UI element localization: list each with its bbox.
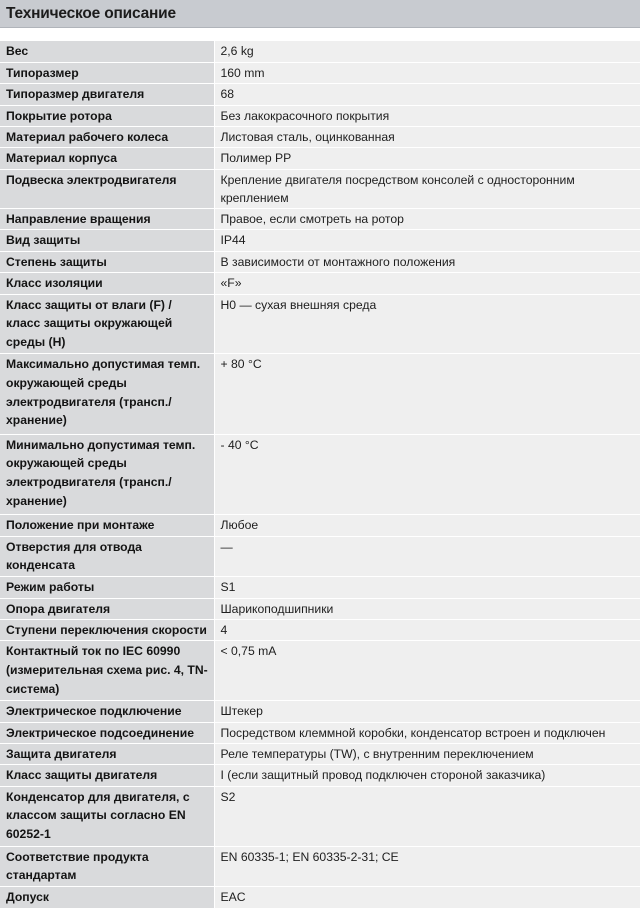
spec-value: Штекер [214, 701, 640, 722]
spec-value: 68 [214, 84, 640, 105]
spec-row-electrical-hookup [0, 722, 640, 743]
section-header [0, 0, 640, 28]
spec-value: Шарикоподшипники [214, 598, 640, 619]
spec-value: Листовая сталь, оцинкованная [214, 127, 640, 148]
spec-row-max-temp [0, 354, 640, 434]
spec-value: Любое [214, 515, 640, 536]
spec-row-electrical-connection [0, 701, 640, 722]
spec-label: Минимально допустимая темп. окружающей среды электродвигателя (трансп./хранение) [0, 434, 214, 514]
spec-value: 2,6 kg [214, 41, 640, 62]
spec-value: Полимер PP [214, 148, 640, 169]
spec-value: EN 60335-1; EN 60335-2-31; CE [214, 846, 640, 887]
spec-row-motor-bearing [0, 598, 640, 619]
spec-row-contact-current [0, 641, 640, 701]
spec-label: Типоразмер двигателя [0, 84, 214, 105]
spec-row-min-temp [0, 434, 640, 514]
spec-row-capacitor [0, 786, 640, 846]
spec-row-impeller-material [0, 127, 640, 148]
spec-value: - 40 °C [214, 434, 640, 514]
spec-label: Отверстия для отвода конденсата [0, 536, 214, 577]
spec-value: + 80 °C [214, 354, 640, 434]
spec-label: Конденсатор для двигателя, с классом защиты согласно EN 60252-1 [0, 786, 214, 846]
spec-label: Контактный ток по IEC 60990 (измерительная схема рис. 4, TN-система) [0, 641, 214, 701]
spec-label: Допуск [0, 887, 214, 908]
spec-label: Соответствие продукта стандартам [0, 846, 214, 887]
spec-label: Класс защиты от влаги (F) / класс защиты окружающей среды (H) [0, 294, 214, 354]
spec-row-mounting-position [0, 515, 640, 536]
section-title: Техническое описание [6, 4, 176, 22]
spec-row-size [0, 62, 640, 83]
spec-row-insulation-class [0, 273, 640, 294]
spec-value: H0 — сухая внешняя среда [214, 294, 640, 354]
spec-row-motor-protection [0, 744, 640, 765]
spec-label: Режим работы [0, 577, 214, 598]
spec-table [0, 41, 640, 909]
spec-label: Защита двигателя [0, 744, 214, 765]
spec-row-protection-type [0, 230, 640, 251]
spec-label: Положение при монтаже [0, 515, 214, 536]
spec-label: Ступени переключения скорости [0, 619, 214, 640]
spec-value: EAC [214, 887, 640, 908]
spec-label: Направление вращения [0, 209, 214, 230]
spec-row-motor-suspension [0, 169, 640, 208]
spec-label: Максимально допустимая темп. окружающей среды электродвигателя (трансп./хранение) [0, 354, 214, 434]
spec-value: 4 [214, 619, 640, 640]
spec-value: I (если защитный провод подключен стороной заказчика) [214, 765, 640, 786]
spec-value: S1 [214, 577, 640, 598]
spec-label: Подвеска электродвигателя [0, 169, 214, 208]
spec-value: — [214, 536, 640, 577]
spec-label: Электрическое подсоединение [0, 722, 214, 743]
spec-value: 160 mm [214, 62, 640, 83]
spec-value: Без лакокрасочного покрытия [214, 105, 640, 126]
spec-row-approval [0, 887, 640, 908]
spec-label: Опора двигателя [0, 598, 214, 619]
spec-value: Правое, если смотреть на ротор [214, 209, 640, 230]
spec-label: Типоразмер [0, 62, 214, 83]
spec-label: Материал рабочего колеса [0, 127, 214, 148]
spec-label: Вид защиты [0, 230, 214, 251]
spec-row-operating-mode [0, 577, 640, 598]
spec-row-humidity-class [0, 294, 640, 354]
spec-value: Посредством клеммной коробки, конденсатор встроен и подключен [214, 722, 640, 743]
spec-row-housing-material [0, 148, 640, 169]
spec-label: Электрическое подключение [0, 701, 214, 722]
spec-row-protection-degree [0, 251, 640, 272]
spec-row-weight [0, 41, 640, 62]
spec-value: «F» [214, 273, 640, 294]
spec-label: Покрытие ротора [0, 105, 214, 126]
spec-value: IP44 [214, 230, 640, 251]
spec-row-motor-protection-class [0, 765, 640, 786]
spec-label: Класс защиты двигателя [0, 765, 214, 786]
spec-value: Крепление двигателя посредством консолей с односторонним креплением [214, 169, 640, 208]
spec-row-rotation-direction [0, 209, 640, 230]
spec-label: Степень защиты [0, 251, 214, 272]
spec-value: < 0,75 mA [214, 641, 640, 701]
spec-value: В зависимости от монтажного положения [214, 251, 640, 272]
spec-label: Вес [0, 41, 214, 62]
spec-row-standards [0, 846, 640, 887]
spec-value: S2 [214, 786, 640, 846]
spec-row-motor-size [0, 84, 640, 105]
spec-row-condensate-holes [0, 536, 640, 577]
spec-row-speed-steps [0, 619, 640, 640]
spacer [0, 28, 640, 41]
spec-label: Материал корпуса [0, 148, 214, 169]
spec-row-rotor-coating [0, 105, 640, 126]
spec-value: Реле температуры (TW), с внутренним переключением [214, 744, 640, 765]
spec-label: Класс изоляции [0, 273, 214, 294]
